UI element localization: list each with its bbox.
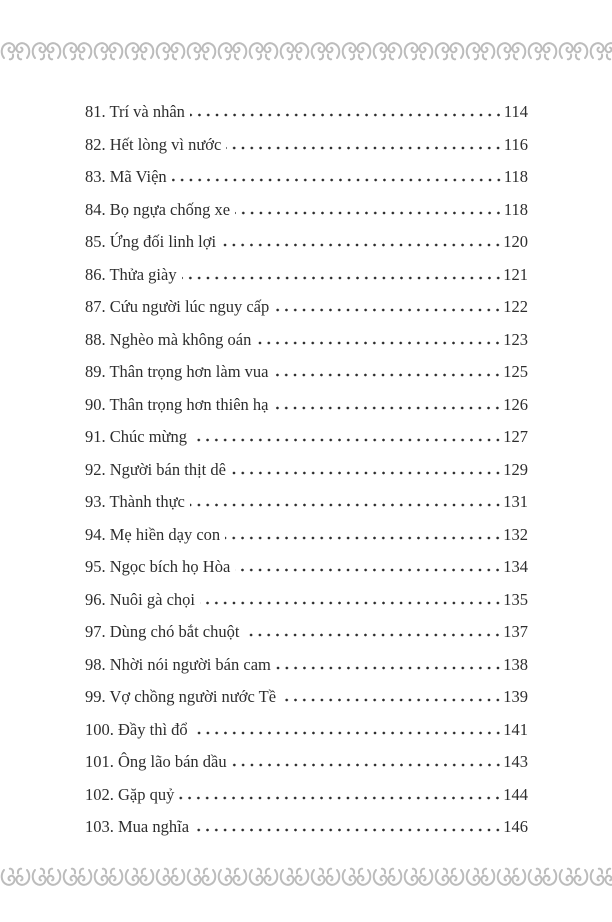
toc-entry — [85, 167, 528, 200]
toc-entry — [85, 232, 528, 265]
dot-leader — [182, 276, 503, 280]
toc-entry — [85, 362, 528, 395]
toc-entry-page: 143 — [503, 752, 528, 771]
dot-leader — [273, 406, 502, 410]
toc-entry-label: 103. Mua nghĩa — [85, 817, 190, 836]
toc-entry — [85, 460, 528, 493]
toc-entry — [85, 265, 528, 298]
toc-entry-page: 135 — [503, 589, 528, 609]
toc-entry-page: 137 — [503, 622, 528, 641]
toc-entry — [85, 817, 528, 850]
toc-entry — [85, 200, 528, 233]
toc-entry — [85, 395, 528, 428]
toc-entry-page: 125 — [503, 362, 528, 381]
toc-entry-page: 134 — [503, 557, 528, 576]
toc-entry-label: 87. Cứu người lúc nguy cấp — [85, 297, 270, 316]
dot-leader — [200, 601, 502, 605]
toc-entry-label: 81. Trí và nhân — [85, 102, 185, 121]
dot-leader — [232, 763, 503, 767]
toc-entry — [85, 330, 528, 363]
toc-entry — [85, 785, 528, 818]
toc-entry-page: 139 — [503, 687, 528, 706]
dot-leader — [235, 211, 503, 215]
dot-leader — [172, 178, 503, 182]
dot-leader — [244, 633, 502, 637]
toc-entry-label: 102. Gặp quỷ — [85, 784, 175, 804]
dot-leader — [226, 146, 503, 150]
toc-entry — [85, 135, 528, 168]
toc-entry-label: 88. Nghèo mà không oán — [85, 329, 252, 349]
toc-entry — [85, 622, 528, 655]
toc-entry — [85, 655, 528, 688]
toc-entry — [85, 687, 528, 720]
toc-entry-label: 99. Vợ chồng người nước Tề — [85, 687, 277, 706]
dot-leader — [225, 536, 502, 540]
toc-entry-page: 123 — [503, 329, 528, 349]
toc-entry — [85, 590, 528, 623]
toc-entry-page: 132 — [503, 524, 528, 544]
toc-entry-label: 93. Thành thực — [85, 492, 185, 511]
dot-leader — [179, 796, 502, 800]
toc-entry — [85, 427, 528, 460]
toc-entry-label: 86. Thửa giày — [85, 264, 177, 284]
bottom-ornament-border — [0, 864, 612, 888]
toc-entry-label: 95. Ngọc bích họ Hòa — [85, 557, 231, 576]
dot-leader — [190, 113, 503, 117]
toc-entry — [85, 557, 528, 590]
toc-entry-page: 118 — [503, 199, 528, 219]
toc-entry — [85, 297, 528, 330]
dot-leader — [274, 308, 502, 312]
dot-leader — [235, 568, 502, 572]
toc-entry-page: 126 — [503, 394, 528, 414]
toc-entry-label: 89. Thân trọng hơn làm vua — [85, 362, 269, 381]
toc-entry-label: 83. Mã Viện — [85, 167, 167, 186]
toc-entry-page: 146 — [503, 817, 528, 836]
toc-entry-page: 131 — [503, 492, 528, 511]
toc-entry-page: 118 — [503, 167, 528, 186]
toc-entry-page: 114 — [503, 102, 528, 121]
toc-entry-page: 127 — [503, 427, 528, 446]
dot-leader — [276, 666, 502, 670]
table-of-contents — [85, 102, 528, 850]
dot-leader — [281, 698, 502, 702]
toc-entry-page: 116 — [503, 134, 528, 154]
toc-entry-label: 90. Thân trọng hơn thiên hạ — [85, 394, 269, 414]
toc-entry — [85, 752, 528, 785]
top-ornament-border — [0, 40, 612, 64]
toc-entry-label: 98. Nhời nói người bán cam — [85, 654, 271, 674]
toc-entry-page: 141 — [503, 719, 528, 739]
toc-entry-label: 101. Ông lão bán dầu — [85, 752, 227, 771]
toc-entry-page: 129 — [503, 459, 528, 479]
dot-leader — [221, 243, 502, 247]
toc-entry-page: 138 — [503, 654, 528, 674]
dot-leader — [231, 471, 502, 475]
toc-entry-label: 84. Bọ ngựa chống xe — [85, 199, 231, 219]
toc-entry — [85, 525, 528, 558]
toc-entry — [85, 492, 528, 525]
toc-entry-page: 144 — [503, 784, 528, 804]
toc-entry — [85, 102, 528, 135]
dot-leader — [193, 731, 503, 735]
toc-entry-page: 120 — [503, 232, 528, 251]
dot-leader — [273, 373, 502, 377]
toc-entry-label: 100. Đầy thì đổ — [85, 719, 188, 739]
dot-leader — [190, 503, 502, 507]
toc-entry-page: 121 — [503, 264, 528, 284]
toc-entry-label: 91. Chúc mừng — [85, 427, 187, 446]
toc-entry-label: 94. Mẹ hiền dạy con — [85, 524, 221, 544]
toc-entry-label: 82. Hết lòng vì nước — [85, 134, 222, 154]
cloud-scroll-icon — [0, 864, 612, 888]
cloud-scroll-icon — [0, 40, 612, 64]
toc-entry — [85, 720, 528, 753]
toc-entry-label: 97. Dùng chó bắt chuột — [85, 622, 240, 641]
dot-leader — [194, 828, 502, 832]
toc-entry-label: 85. Ứng đối linh lợi — [85, 232, 217, 251]
dot-leader — [192, 438, 502, 442]
toc-entry-label: 96. Nuôi gà chọi — [85, 589, 195, 609]
dot-leader — [256, 341, 502, 345]
toc-entry-label: 92. Người bán thịt dê — [85, 459, 226, 479]
toc-entry-page: 122 — [503, 297, 528, 316]
